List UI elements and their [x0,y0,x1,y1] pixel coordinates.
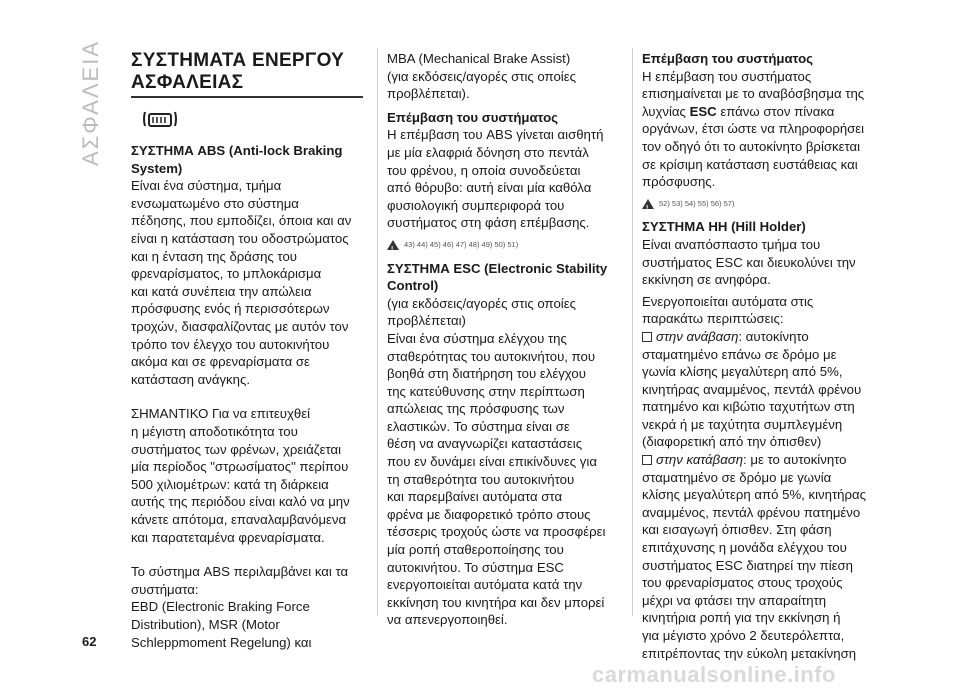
esc-availability: (για εκδόσεις/αγορές στις οποίες προβλέπεται) [387,295,576,329]
column-2 [387,50,619,629]
warning-references [642,195,874,213]
column-divider [377,48,378,616]
section-side-tab-label: ΑΣΦΑΛΕΙΑ [78,40,103,167]
hh-heading: ΣΥΣΤΗΜΑ HH (Hill Holder) [642,219,806,235]
esc-description: Είναι ένα σύστημα ελέγχου της σταθερότητας του αυτοκινήτου, που βοηθά στη διατήρηση του ελέγχου της κατεύθυνσης στην περίπτωση απώλειας της πρόσφυσης των ελαστικών. Το σύστημα είναι σε θέση να αναγνωρίζει καταστάσεις που εν δυνάμει είναι επικίνδυνες για τη σταθερότητα του αυτοκινήτου και παρεμβαίνει αυτόματα στα φρένα με διαφορετικό τρόπο στους τέσσερις τροχούς ώστε να προσφέρει μία ροπή σταθεροποίησης του αυτοκινήτου. Το σύστημα ESC ενεργοποιείται αυτόματα κατά την εκκίνηση του κινητήρα και δεν μπορεί να απενεργοποιηθεί. [387,330,606,628]
section-title [131,50,363,94]
section-side-tab [78,40,104,190]
abs-intervention-text: Η επέμβαση του ABS γίνεται αισθητή με μία ελαφριά δόνηση στο πεντάλ του φρένου, η οποία συνοδεύεται από θόρυβο: αυτή είναι μία καθόλα φυσιολογική συμπεριφορά του συστήματος στη φάση επέμβασης. [387,127,604,231]
hh-activation: Ενεργοποιείται αυτόματα στις παρακάτω περιπτώσεις: [642,293,814,327]
column-1 [131,50,363,651]
checkbox-bullet-icon [642,455,652,465]
esc-intervention-heading: Επέμβαση του συστήματος [642,51,813,66]
warning-triangle-icon [642,199,654,209]
section-title-line-2: ΑΣΦΑΛΕΙΑΣ [131,72,244,93]
hh-uphill-case: στην ανάβαση: αυτοκίνητο σταματημένο επάνω σε δρόμο με γωνία κλίσης μεγαλύτερη από 5%, κινητήρας αναμμένος, πεντάλ φρένου πατημένο και κιβώτιο ταχυτήτων στη νεκρά ή με ταχύτητα συμπλεγμένη (διαφορετική από την όπισθεν) [642,328,862,450]
column-divider [632,48,633,616]
abs-intervention-heading: Επέμβαση του συστήματος [387,109,558,125]
esc-heading: ΣΥΣΤΗΜΑ ESC (Electronic Stability Control) [387,260,608,294]
abs-heading [131,142,363,177]
hh-description: Είναι αναπόσπαστο τμήμα του συστήματος ESC και διευκολύνει την εκκίνηση σε ανηφόρα. [642,236,856,288]
watermark: carmanualsonline.info [592,662,836,687]
section-title-line-1: ΣΥΣΤΗΜΑΤΑ ΕΝΕΡΓΟΥ [131,50,345,71]
warning-references [387,236,619,254]
abs-includes: Το σύστημα ABS περιλαμβάνει και τα συστήματα: EBD (Electronic Braking Force Distribution), MSR (Motor Schleppmoment Regelung) και [131,564,349,650]
abs-heading-line: System) [131,160,183,176]
esc-intervention-text: Η επέμβαση του συστήματος επισημαίνεται με το αναβόσβησμα της λυχνίας ESC επάνω στον πίνακα οργάνων, έτσι ώστε να πληροφορήσει τον οδηγό ότι το αυτοκίνητο βρίσκεται σε κρίσιμη κατάσταση ευστάθειας και πρόσφυσης. [642,68,865,190]
checkbox-bullet-icon [642,332,652,342]
warning-triangle-icon [387,240,399,250]
page-number: 62 [82,634,97,649]
title-rule [131,96,363,98]
hh-downhill-case: στην κατάβαση: με το αυτοκίνητο σταματημένο σε δρόμο με γωνία κλίσης μεγαλύτερη από 5%, κινητήρας αναμμένος, πεντάλ φρένου πατημένο και εισαγωγή όπισθεν. Στη φάση επιτάχυνσης η μονάδα ελέγχου του συστήματος ESC διατηρεί την πίεση του φρεναρίσματος στους τροχούς μέχρι να φτάσει την απαραίτητη κινητήρια ροπή για την εκκίνηση ή για μέγιστο χρόνο 2 δευτερόλεπτα, επιτρέποντας την εύκολη μετακίνηση [642,452,866,661]
abs-description: Είναι ένα σύστημα, τμήμα ενσωματωμένο στο σύστημα πέδησης, που εμποδίζει, όποια και αν είναι η κατάσταση του οδοστρώματος και η ένταση της δράσης του φρεναρίσματος, το μπλοκάρισμα και κατά συνέπεια την απώλεια πρόσφυσης ενός ή περισσότερων τροχών, διασφαλίζοντας με αυτόν τον τρόπο τον έλεγχο του αυτοκινήτου ακόμα και σε φρεναρίσματα σε κατάσταση ανάγκης. [131,178,352,387]
column-3 [642,50,874,662]
warning-reference-list: 52) 53) 54) 55) 56) 57) [659,198,735,208]
important-note: ΣΗΜΑΝΤΙΚΟ Για να επιτευχθεί η μέγιστη αποδοτικότητα του συστήματος των φρένων, χρειάζεται μία περίοδος "στρωσίματος" περίπου 500 χιλιομέτρων: κατά τη διάρκεια αυτής της περιόδου είναι καλό να μην κάνετε απότομα, επαναλαμβανόμενα και παρατεταμένα φρεναρίσματα. [131,406,350,545]
abs-heading-line: ΣΥΣΤΗΜΑ ABS (Anti-lock Braking [131,143,343,159]
mba-intro: MBA (Mechanical Brake Assist) (για εκδόσεις/αγορές στις οποίες προβλέπεται). [387,51,576,102]
warning-reference-list: 43) 44) 45) 46) 47) 48) 49) 50) 51) [404,239,519,249]
abs-brake-icon [141,108,181,130]
